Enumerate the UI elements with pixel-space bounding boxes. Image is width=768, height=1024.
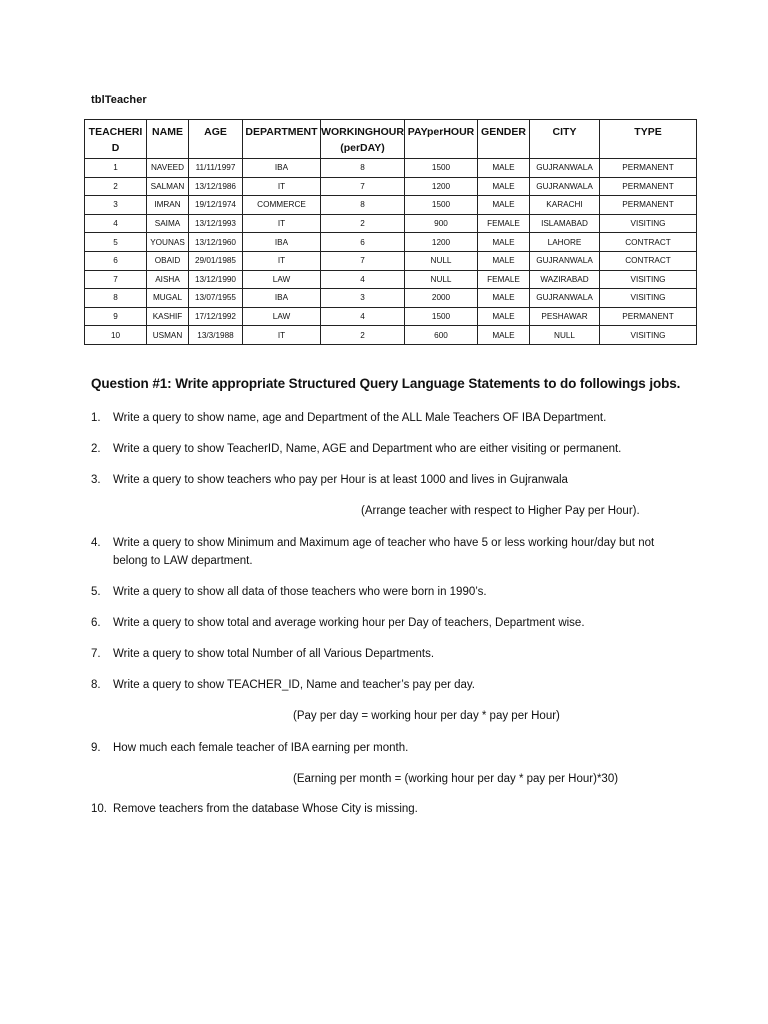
table-cell: IT [243, 326, 321, 345]
column-header: TYPE [600, 120, 697, 159]
table-cell: AISHA [147, 270, 189, 289]
table-cell: 7 [85, 270, 147, 289]
table-cell: 29/01/1985 [189, 251, 243, 270]
item-note: (Arrange teacher with respect to Higher Pay per Hour). [361, 505, 640, 517]
table-cell: PERMANENT [600, 196, 697, 215]
item-text: Write a query to show all data of those teachers who were born in 1990’s. [113, 586, 487, 598]
table-cell: MALE [478, 326, 530, 345]
table-cell: CONTRACT [600, 251, 697, 270]
item-number: 9. [91, 742, 101, 754]
table-cell: 1500 [405, 307, 478, 326]
table-cell: VISITING [600, 270, 697, 289]
table-cell: MALE [478, 251, 530, 270]
item-number: 10. [91, 803, 107, 815]
item-text: Write a query to show Minimum and Maximum age of teacher who have 5 or less working hour/day but not belong to LAW department. [113, 537, 655, 567]
table-cell: IBA [243, 289, 321, 308]
table-cell: NULL [405, 251, 478, 270]
column-header: AGE [189, 120, 243, 159]
item-text: How much each female teacher of IBA earning per month. [113, 742, 409, 754]
table-cell: PESHAWAR [530, 307, 600, 326]
table-cell: LAW [243, 270, 321, 289]
table-cell: 7 [321, 251, 405, 270]
table-cell: IBA [243, 233, 321, 252]
table-cell: WAZIRABAD [530, 270, 600, 289]
table-cell: PERMANENT [600, 307, 697, 326]
item-number: 2. [91, 443, 101, 455]
table-cell: 17/12/1992 [189, 307, 243, 326]
table-cell: 4 [85, 214, 147, 233]
table-row [85, 289, 697, 308]
table-cell: MALE [478, 233, 530, 252]
item-number: 6. [91, 617, 101, 629]
item-number: 8. [91, 679, 101, 691]
table-cell: VISITING [600, 289, 697, 308]
table-cell: USMAN [147, 326, 189, 345]
table-cell: SAIMA [147, 214, 189, 233]
table-cell: 8 [321, 196, 405, 215]
table-cell: MALE [478, 196, 530, 215]
table-row [85, 251, 697, 270]
table-cell: PERMANENT [600, 177, 697, 196]
table-cell: IT [243, 177, 321, 196]
table-cell: SALMAN [147, 177, 189, 196]
table-cell: COMMERCE [243, 196, 321, 215]
table-cell: FEMALE [478, 270, 530, 289]
table-cell: OBAID [147, 251, 189, 270]
table-cell: NULL [530, 326, 600, 345]
table-cell: 8 [85, 289, 147, 308]
item-number: 4. [91, 537, 101, 549]
item-text: Write a query to show total and average working hour per Day of teachers, Department wise. [113, 617, 585, 629]
item-number: 1. [91, 412, 101, 424]
item-text: Write a query to show total Number of all Various Departments. [113, 648, 435, 660]
table-cell: NAVEED [147, 159, 189, 178]
table-row [85, 270, 697, 289]
table-cell: 13/12/1960 [189, 233, 243, 252]
table-cell: KASHIF [147, 307, 189, 326]
table-row [85, 233, 697, 252]
column-header: PAYperHOUR [405, 120, 478, 159]
table-cell: 11/11/1997 [189, 159, 243, 178]
table-cell: MALE [478, 177, 530, 196]
table-title: tblTeacher [91, 94, 147, 106]
column-header: TEACHERID [85, 120, 147, 159]
table-row [85, 177, 697, 196]
item-text: Write a query to show teachers who pay per Hour is at least 1000 and lives in Gujranwala [113, 474, 568, 486]
table-cell: 3 [321, 289, 405, 308]
table-cell: GUJRANWALA [530, 177, 600, 196]
table-cell: VISITING [600, 214, 697, 233]
table-cell: 3 [85, 196, 147, 215]
table-cell: 13/12/1990 [189, 270, 243, 289]
table-cell: FEMALE [478, 214, 530, 233]
table-cell: 13/12/1993 [189, 214, 243, 233]
table-cell: 4 [321, 270, 405, 289]
table-cell: 1500 [405, 196, 478, 215]
table-header-row [85, 120, 697, 159]
table-cell: YOUNAS [147, 233, 189, 252]
table-cell: IMRAN [147, 196, 189, 215]
table-cell: CONTRACT [600, 233, 697, 252]
table-cell: 5 [85, 233, 147, 252]
table-cell: 9 [85, 307, 147, 326]
table-cell: 1500 [405, 159, 478, 178]
table-cell: 13/07/1955 [189, 289, 243, 308]
item-text: Write a query to show name, age and Department of the ALL Male Teachers OF IBA Department. [113, 412, 607, 424]
table-cell: IT [243, 214, 321, 233]
table-cell: 1200 [405, 233, 478, 252]
table-cell: 7 [321, 177, 405, 196]
table-cell: GUJRANWALA [530, 289, 600, 308]
table-cell: NULL [405, 270, 478, 289]
table-cell: 6 [321, 233, 405, 252]
column-header: CITY [530, 120, 600, 159]
table-cell: 13/12/1986 [189, 177, 243, 196]
table-cell: IBA [243, 159, 321, 178]
table-cell: GUJRANWALA [530, 159, 600, 178]
table-row [85, 214, 697, 233]
item-number: 5. [91, 586, 101, 598]
table-cell: 2 [321, 326, 405, 345]
table-cell: 10 [85, 326, 147, 345]
item-text: Remove teachers from the database Whose City is missing. [113, 803, 418, 815]
column-header: DEPARTMENT [243, 120, 321, 159]
table-cell: VISITING [600, 326, 697, 345]
table-body [85, 159, 697, 345]
table-cell: 6 [85, 251, 147, 270]
table-cell: ISLAMABAD [530, 214, 600, 233]
table-cell: LAW [243, 307, 321, 326]
table-cell: IT [243, 251, 321, 270]
table-cell: 2 [85, 177, 147, 196]
item-note: (Earning per month = (working hour per day * pay per Hour)*30) [293, 773, 619, 785]
table-cell: GUJRANWALA [530, 251, 600, 270]
column-header: WORKINGHOUR (perDAY) [321, 120, 405, 159]
table-row [85, 196, 697, 215]
item-number: 7. [91, 648, 101, 660]
table-cell: 600 [405, 326, 478, 345]
table-cell: PERMANENT [600, 159, 697, 178]
table-row [85, 326, 697, 345]
question-title: Question #1: Write appropriate Structured Query Language Statements to do followings jobs. [91, 376, 681, 391]
item-text: Write a query to show TEACHER_ID, Name and teacher’s pay per day. [113, 679, 475, 691]
table-cell: LAHORE [530, 233, 600, 252]
table-cell: 8 [321, 159, 405, 178]
table-cell: 900 [405, 214, 478, 233]
table-cell: 1 [85, 159, 147, 178]
item-note: (Pay per day = working hour per day * pay per Hour) [293, 710, 560, 722]
table-cell: 2 [321, 214, 405, 233]
table-cell: MALE [478, 159, 530, 178]
table-cell: 4 [321, 307, 405, 326]
item-number: 3. [91, 474, 101, 486]
column-header: NAME [147, 120, 189, 159]
table-cell: KARACHI [530, 196, 600, 215]
table-cell: 19/12/1974 [189, 196, 243, 215]
table-row [85, 159, 697, 178]
table-cell: 13/3/1988 [189, 326, 243, 345]
table-cell: MALE [478, 289, 530, 308]
table-row [85, 307, 697, 326]
table-cell: MUGAL [147, 289, 189, 308]
column-header: GENDER [478, 120, 530, 159]
table-cell: MALE [478, 307, 530, 326]
item-text: Write a query to show TeacherID, Name, AGE and Department who are either visiting or permanent. [113, 443, 622, 455]
table-cell: 2000 [405, 289, 478, 308]
teacher-table [84, 119, 697, 345]
table-cell: 1200 [405, 177, 478, 196]
